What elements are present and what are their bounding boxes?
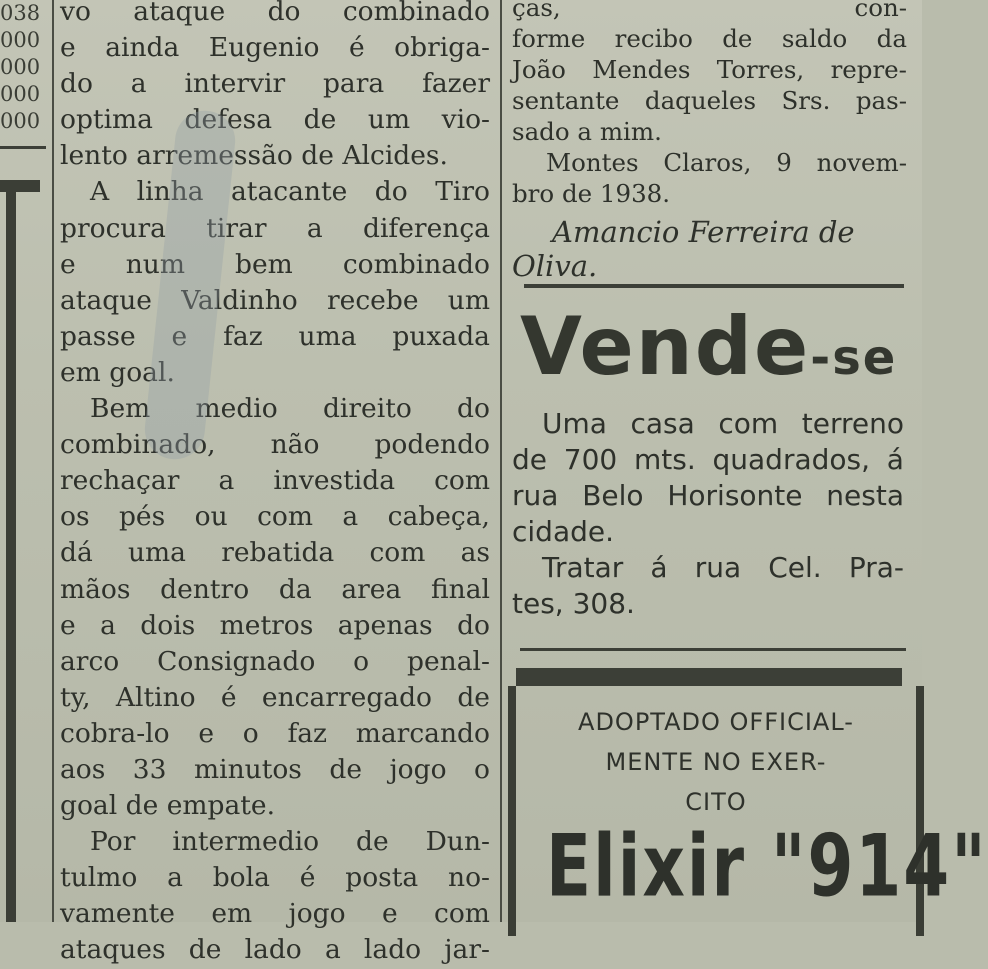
column-rule-left [52, 0, 54, 922]
receipt-line: sentante daqueles Srs. pas- [512, 86, 907, 115]
article-line: em goal. [60, 356, 175, 388]
left-column-fragment [0, 0, 48, 135]
receipt-text [512, 0, 907, 209]
article-line: goal de empate. [60, 790, 276, 822]
fragment-number: 000 [0, 109, 41, 133]
elixir-line-3: CITO [685, 788, 747, 816]
article-line: ataques de lado a lado jar- [60, 934, 490, 966]
receipt-line: ças, con- [512, 0, 907, 22]
article-line: optima defesa de um vio- [60, 104, 490, 136]
left-border-strip [6, 180, 16, 922]
article-line: e num bem combinado [60, 248, 490, 280]
receipt-line: Montes Claros, 9 novem- [546, 148, 907, 177]
classified-line: de 700 mts. quadrados, á [512, 443, 904, 476]
elixir-ad-text [516, 702, 916, 822]
article-line: dá uma rebatida com as [60, 537, 490, 569]
article-line: passe e faz uma puxada [60, 320, 490, 352]
classified-line: Tratar á rua Cel. Pra- [542, 551, 904, 584]
article-line: vamente em jogo e com [60, 898, 490, 930]
receipt-line: bro de 1938. [512, 179, 671, 208]
classified-heading [520, 300, 910, 393]
elixir-line-1: ADOPTADO OFFICIAL- [578, 708, 854, 736]
classified-line: tes, 308. [512, 587, 635, 620]
article-line: e ainda Eugenio é obriga- [60, 32, 490, 64]
column-rule-right [500, 0, 502, 922]
heading-main: Vende [520, 300, 811, 393]
article-line: ataque Valdinho recebe um [60, 284, 490, 316]
classified-line: cidade. [512, 515, 615, 548]
receipt-notice [512, 0, 907, 283]
article-line: Bem medio direito do [90, 393, 490, 425]
elixir-line-2: MENTE NO EXER- [605, 748, 827, 776]
elixir-ad [508, 686, 988, 936]
article-line: e a dois metros apenas do [60, 609, 490, 641]
article-line: lento arremessão de Alcides. [60, 140, 448, 172]
article-line: procura tirar a diferença [60, 212, 490, 244]
article-line: cobra-lo e o faz marcando [60, 717, 490, 749]
fragment-number: 000 [0, 55, 41, 79]
article-line: vo ataque do combinado [60, 0, 490, 27]
article-line: mãos dentro da area final [60, 573, 490, 605]
article-line: tulmo a bola é posta no- [60, 862, 490, 894]
fragment-number: 038 [0, 1, 41, 25]
receipt-line: sado a mim. [512, 117, 662, 146]
classified-divider [520, 648, 906, 651]
article-line: arco Consignado o penal- [60, 645, 490, 677]
fragment-number: 000 [0, 28, 41, 52]
left-fragment-rule [0, 146, 46, 149]
receipt-line: João Mendes Torres, repre- [512, 55, 907, 84]
article-line: Por intermedio de Dun- [90, 826, 490, 858]
heading-suffix: -se [810, 330, 898, 386]
article-line: combinado, não podendo [60, 429, 490, 461]
notice-divider [524, 284, 904, 288]
elixir-box-top [516, 668, 902, 686]
elixir-product-name: Elixir "914" [546, 816, 988, 917]
classified-line: Uma casa com terreno [542, 407, 904, 440]
match-report-column [60, 0, 490, 969]
article-line: rechaçar a investida com [60, 465, 490, 497]
article-line: A linha atacante do Tiro [90, 176, 490, 208]
article-line: os pés ou com a cabeça, [60, 501, 490, 533]
classified-body [512, 406, 904, 622]
article-line: aos 33 minutos de jogo o [60, 753, 490, 785]
article-line: do a intervir para fazer [60, 68, 490, 100]
classified-line: rua Belo Horisonte nesta [512, 479, 904, 512]
receipt-line: forme recibo de saldo da [512, 24, 907, 53]
fragment-number: 000 [0, 82, 41, 106]
signature-line-2: Oliva. [512, 249, 598, 283]
left-border-top [0, 180, 40, 192]
article-line: ty, Altino é encarregado de [60, 681, 490, 713]
signature-line-1: Amancio Ferreira de [552, 215, 855, 249]
